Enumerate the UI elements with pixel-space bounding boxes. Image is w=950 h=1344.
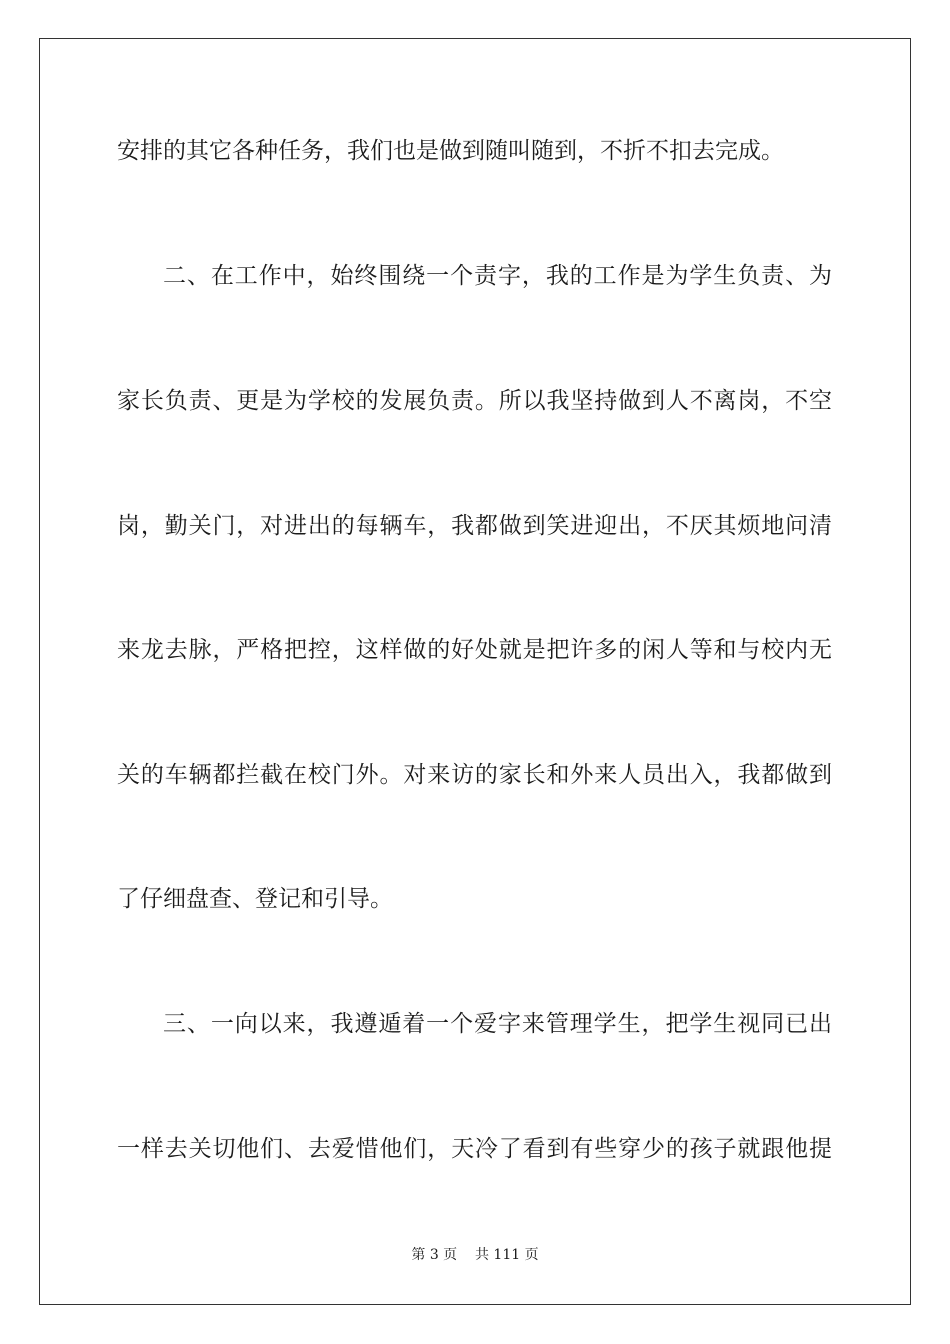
paragraph-line-8: 三、一向以来，我遵遁着一个爱字来管理学生，把学生视同已出 — [163, 1011, 832, 1037]
page-number-footer: 第 3 页 共 111 页 — [411, 1247, 539, 1263]
paragraph-line-6: 关的车辆都拦截在校门外。对来访的家长和外来人员出入，我都做到 — [117, 762, 832, 788]
paragraph-line-7: 了仔细盘查、登记和引导。 — [117, 886, 393, 912]
paragraph-line-2: 二、在工作中，始终围绕一个责字，我的工作是为学生负责、为 — [163, 263, 832, 289]
paragraph-line-9: 一样去关切他们、去爱惜他们，天冷了看到有些穿少的孩子就跟他提 — [117, 1136, 832, 1162]
paragraph-line-3: 家长负责、更是为学校的发展负责。所以我坚持做到人不离岗，不空 — [117, 388, 832, 414]
paragraph-line-1: 安排的其它各种任务，我们也是做到随叫随到，不折不扣去完成。 — [117, 138, 784, 164]
paragraph-line-5: 来龙去脉，严格把控，这样做的好处就是把许多的闲人等和与校内无 — [117, 637, 832, 663]
page-border — [39, 38, 911, 1305]
paragraph-line-4: 岗，勤关门，对进出的每辆车，我都做到笑进迎出，不厌其烦地问清 — [117, 513, 832, 539]
